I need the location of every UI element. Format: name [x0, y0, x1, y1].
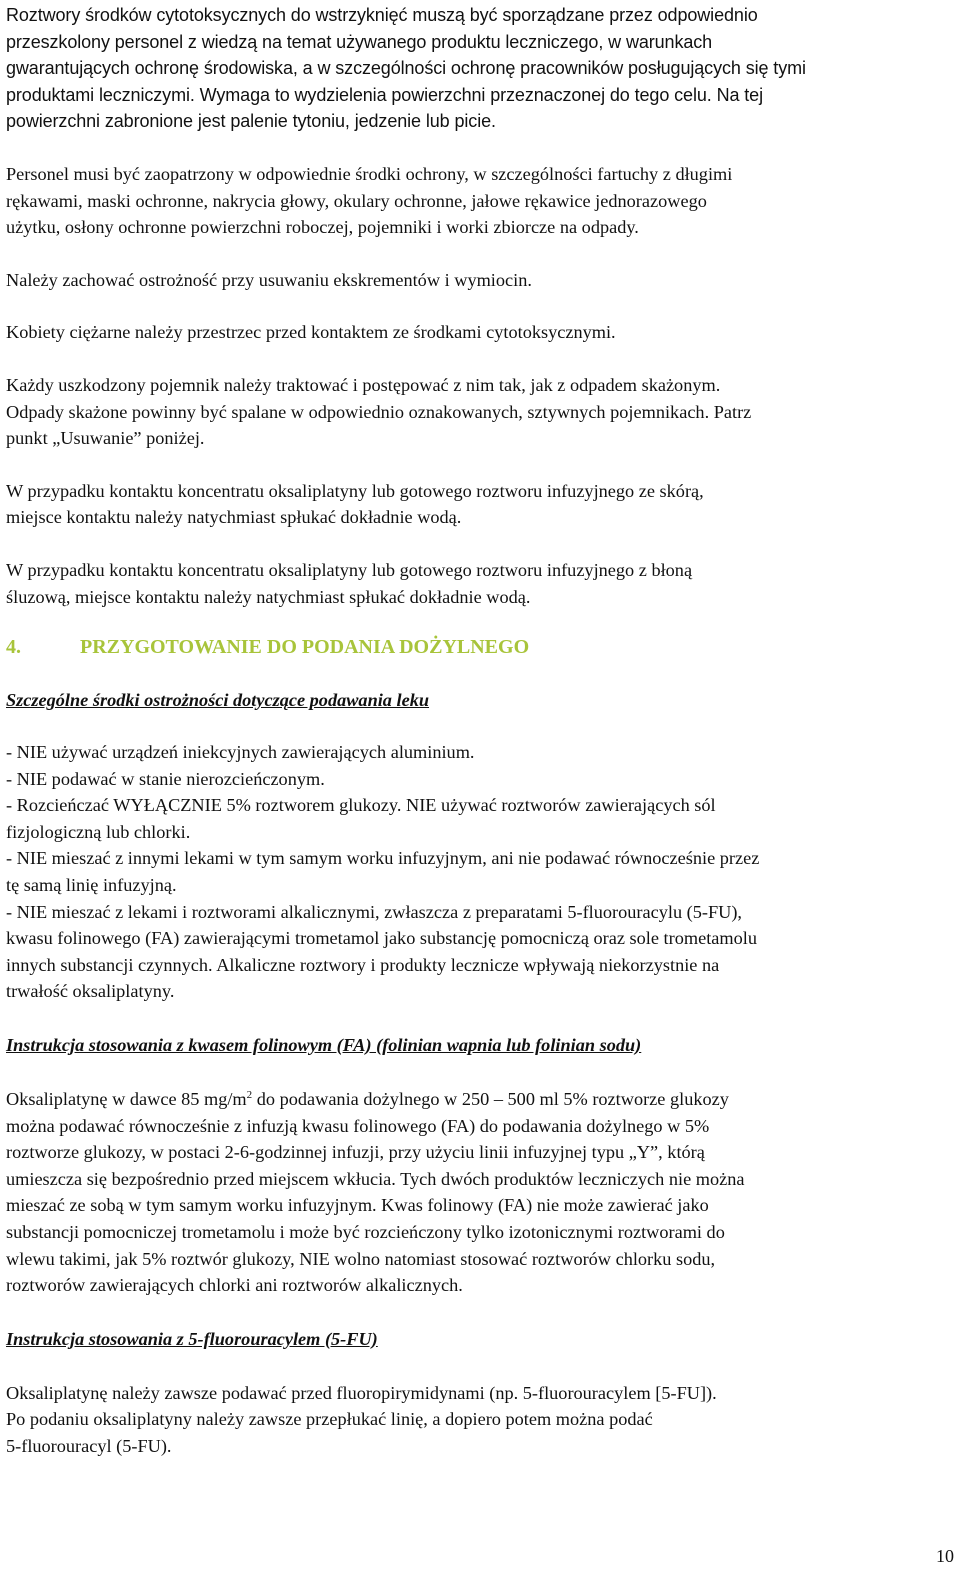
precautions-list [6, 739, 956, 1005]
text-line: Roztwory środków cytotoksycznych do wstrzyknięć muszą być sporządzane przez odpowiednio [6, 5, 758, 25]
precautions-heading: Szczególne środki ostrożności dotyczące podawania leku [6, 690, 430, 711]
list-item: - Rozcieńczać WYŁĄCZNIE 5% roztworem glukozy. NIE używać roztworów zawierających sól [6, 795, 716, 816]
list-item: - NIE podawać w stanie nierozcieńczonym. [6, 768, 325, 789]
text-line: użytku, osłony ochronne powierzchni roboczej, pojemniki i worki zbiorcze na odpady. [6, 217, 639, 238]
list-item: fizjologiczną lub chlorki. [6, 821, 191, 842]
intro-paragraph-waste [6, 372, 956, 452]
text-line: Odpady skażone powinny być spalane w odpowiednio oznakowanych, sztywnych pojemnikach. Patrz [6, 401, 752, 422]
list-item: tę samą linię infuzyjną. [6, 875, 177, 896]
text-line: roztworów zawierających chlorki ani roztworów alkalicznych. [6, 1275, 463, 1296]
fu-instructions-paragraph [6, 1380, 956, 1460]
text-line: W przypadku kontaktu koncentratu oksaliplatyny lub gotowego roztworu infuzyjnego z błoną [6, 559, 693, 580]
text-line [6, 1086, 956, 1113]
text-line: Oksaliplatynę należy zawsze podawać przed fluoropirymidynami (np. 5-fluorouracylem [5-FU]). [6, 1382, 717, 1403]
intro-paragraph-pregnancy [6, 319, 956, 346]
list-item: - NIE mieszać z innymi lekami w tym samym worku infuzyjnym, ani nie podawać równocześnie przez [6, 848, 760, 869]
text-line: roztworze glukozy, w postaci 2-6-godzinnej infuzji, przy użyciu linii infuzyjnej typu „Y”, którą [6, 1142, 705, 1163]
text-line: produktami leczniczymi. Wymaga to wydzielenia powierzchni przeznaczonej do tego celu. Na tej [6, 84, 763, 105]
list-item: - NIE używać urządzeń iniekcyjnych zawierających aluminium. [6, 742, 475, 763]
text-line: punkt „Usuwanie” poniżej. [6, 428, 205, 449]
text-line: Każdy uszkodzony pojemnik należy traktować i postępować z nim tak, jak z odpadem skażonym. [6, 374, 721, 395]
list-item: - NIE mieszać z lekami i roztworami alkalicznymi, zwłaszcza z preparatami 5-fluorouracylu (5-FU), [6, 901, 742, 922]
fa-instructions-heading: Instrukcja stosowania z kwasem folinowym (FA) (folinian wapnia lub folinian sodu) [6, 1035, 642, 1056]
text-line: śluzową, miejsce kontaktu należy natychmiast spłukać dokładnie wodą. [6, 586, 531, 607]
page-number: 10 [936, 1546, 954, 1566]
list-item: innych substancji czynnych. Alkaliczne roztwory i produkty lecznicze wpływają niekorzystnie na [6, 954, 720, 975]
text-line: Personel musi być zaopatrzony w odpowiednie środki ochrony, w szczególności fartuchy z długimi [6, 163, 733, 184]
intro-paragraph-mucosa-contact [6, 557, 956, 610]
text-line: wlewu takimi, jak 5% roztwór glukozy, NIE wolno natomiast stosować roztworów chlorku sodu, [6, 1248, 716, 1269]
intro-paragraph-protection [6, 161, 956, 241]
section-heading [6, 634, 956, 660]
text-line: W przypadku kontaktu koncentratu oksaliplatyny lub gotowego roztworu infuzyjnego ze skórą, [6, 480, 704, 501]
text-line: Należy zachować ostrożność przy usuwaniu ekskrementów i wymiocin. [6, 269, 532, 290]
text-line: przeszkolony personel z wiedzą na temat używanego produktu leczniczego, w warunkach [6, 31, 713, 52]
dose-text-continued: do podawania dożylnego w 250 – 500 ml 5% roztworze glukozy [252, 1089, 729, 1110]
document-page [6, 2, 956, 1460]
list-item: trwałość oksaliplatyny. [6, 981, 175, 1002]
text-line: rękawami, maski ochronne, nakrycia głowy, okulary ochronne, jałowe rękawice jednorazowego [6, 190, 707, 211]
intro-paragraph-excrement [6, 267, 956, 294]
section-number: 4. [6, 636, 21, 659]
text-line: 5-fluorouracyl (5-FU). [6, 1435, 172, 1456]
fu-instructions-heading: Instrukcja stosowania z 5-fluorouracylem (5-FU) [6, 1328, 378, 1349]
list-item: kwasu folinowego (FA) zawierającymi trometamol jako substancję pomocniczą oraz sole trometamolu [6, 928, 757, 949]
text-line: powierzchni zabronione jest palenie tytoniu, jedzenie lub picie. [6, 111, 496, 132]
text-line: substancji pomocniczej trometamolu i może być rozcieńczony tylko izotonicznymi roztworami do [6, 1222, 725, 1242]
dose-text: Oksaliplatynę w dawce 85 mg/m [6, 1089, 247, 1110]
fa-instructions-paragraph [6, 1086, 956, 1299]
text-line: gwarantujących ochronę środowiska, a w szczególności ochronę pracowników posługujących się tymi [6, 58, 806, 79]
text-line: można podawać równocześnie z infuzją kwasu folinowego (FA) do podawania dożylnego w 5% [6, 1115, 710, 1136]
superscript: 2 [246, 1089, 253, 1102]
intro-paragraph-preparation [6, 2, 956, 135]
section-title: PRZYGOTOWANIE DO PODANIA DOŻYLNEGO [80, 636, 530, 659]
text-line: Po podaniu oksaliplatyny należy zawsze przepłukać linię, a dopiero potem można podać [6, 1409, 653, 1430]
text-line: umieszcza się bezpośrednio przed miejscem wkłucia. Tych dwóch produktów leczniczych nie można [6, 1168, 745, 1189]
text-line: mieszać ze sobą w tym samym worku infuzyjnym. Kwas folinowy (FA) nie może zawierać jako [6, 1195, 709, 1216]
intro-paragraph-skin-contact [6, 478, 956, 531]
text-line: Kobiety ciężarne należy przestrzec przed kontaktem ze środkami cytotoksycznymi. [6, 322, 616, 343]
text-line: miejsce kontaktu należy natychmiast spłukać dokładnie wodą. [6, 507, 462, 528]
